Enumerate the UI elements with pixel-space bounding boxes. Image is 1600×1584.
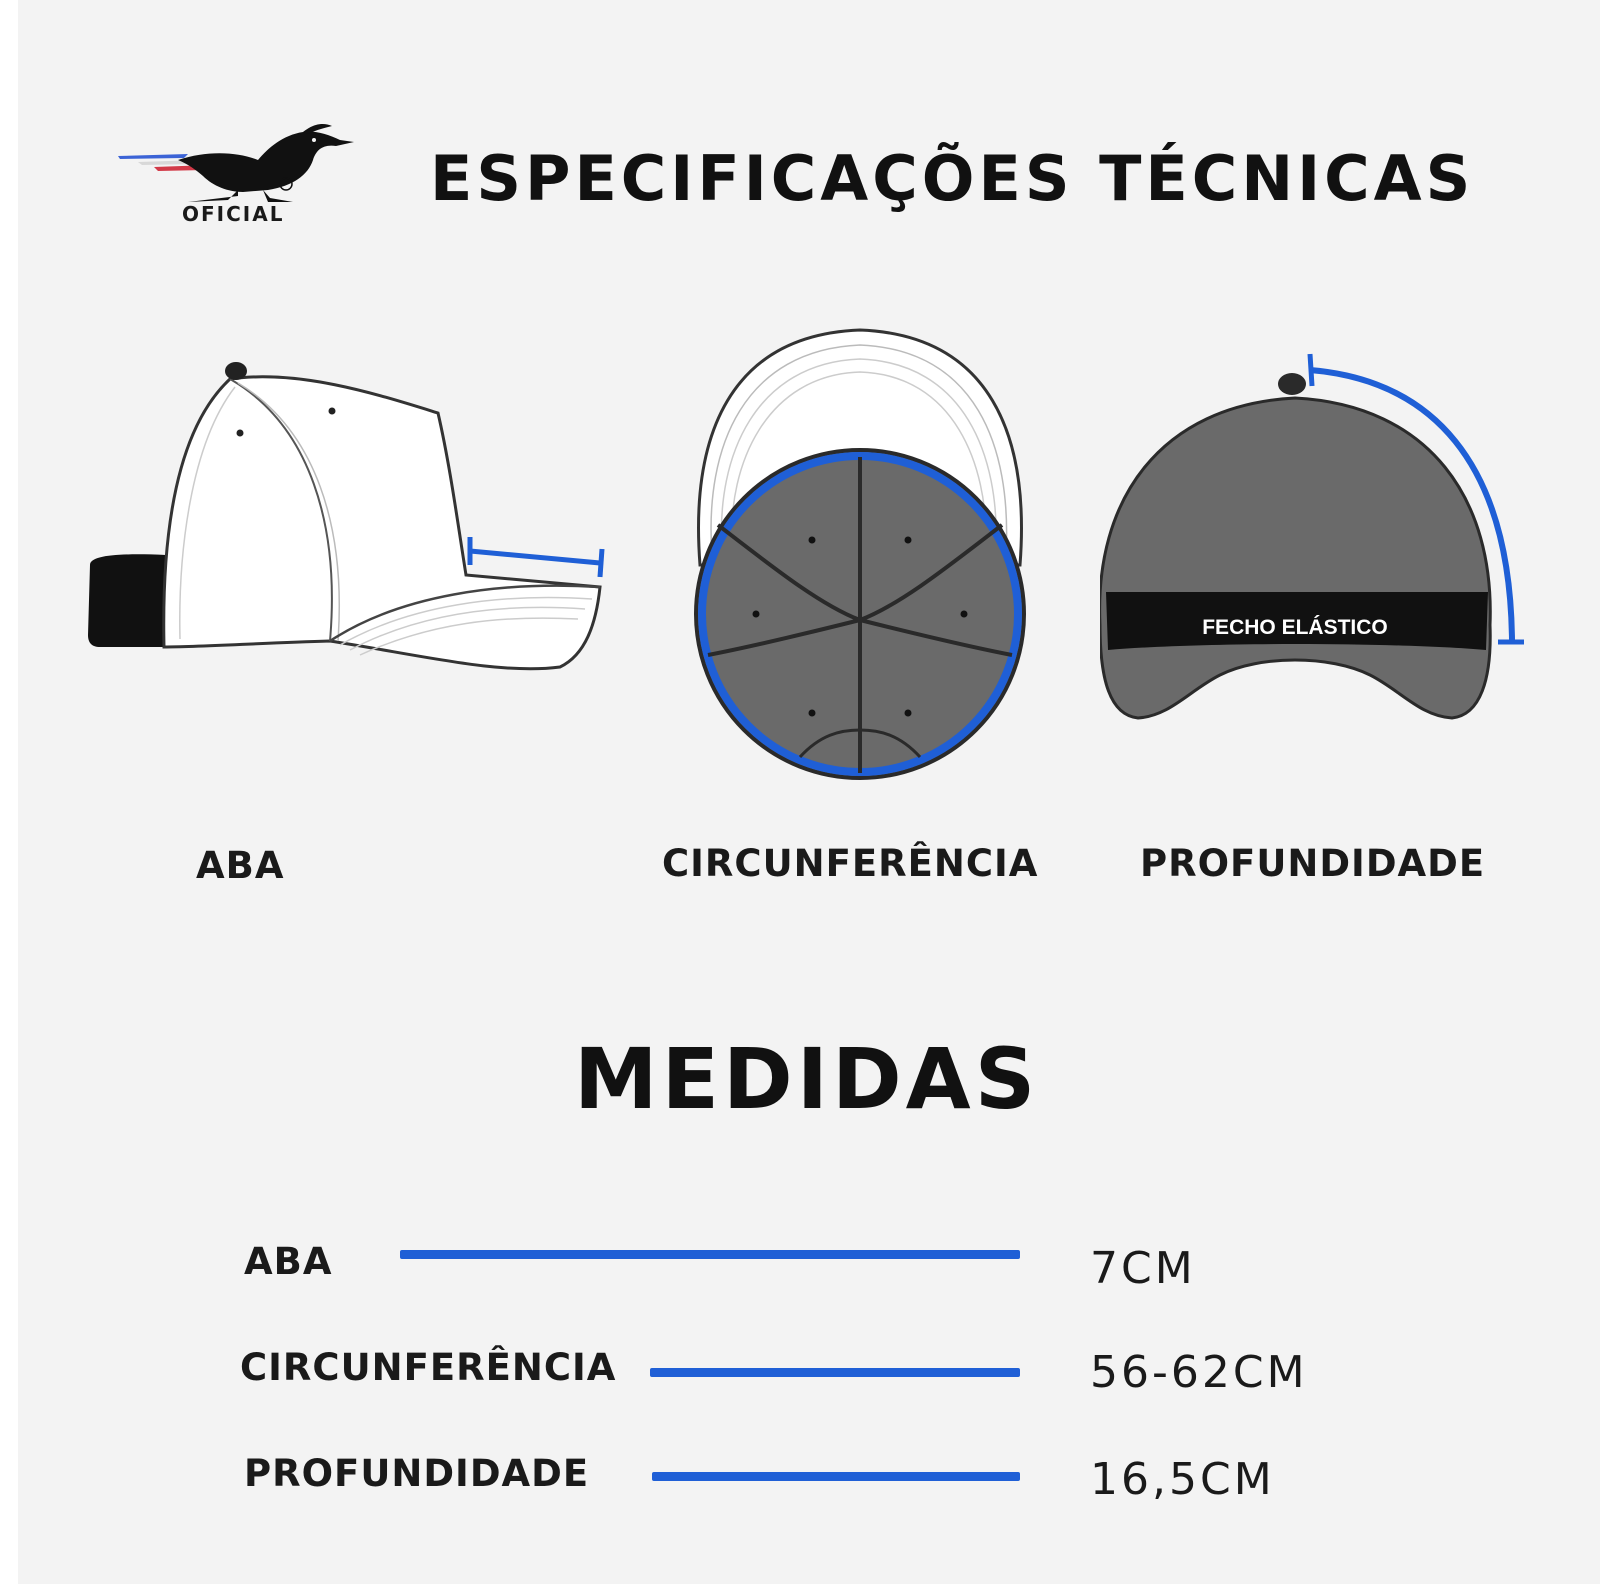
label-circunferencia: CIRCUNFERÊNCIA xyxy=(662,842,1039,885)
measure-label-aba: ABA xyxy=(244,1240,333,1283)
cap-back-view-illustration xyxy=(1100,350,1560,730)
cap-side-view-illustration xyxy=(80,355,620,675)
logo-wordmark: OFICIAL xyxy=(182,202,285,226)
measures-title: MEDIDAS xyxy=(574,1030,1040,1128)
page-title: ESPECIFICAÇÕES TÉCNICAS xyxy=(430,142,1475,215)
measure-line-aba xyxy=(400,1250,1020,1259)
measure-value-circunferencia: 56-62CM xyxy=(1090,1347,1308,1398)
measure-line-circunferencia xyxy=(650,1368,1020,1377)
elastic-band-text: FECHO ELÁSTICO xyxy=(1202,616,1388,639)
left-margin xyxy=(0,0,18,1584)
label-profundidade: PROFUNDIDADE xyxy=(1140,842,1486,885)
measure-label-profundidade: PROFUNDIDADE xyxy=(244,1452,590,1495)
cap-inside-view-illustration xyxy=(690,325,1050,800)
measure-value-profundidade: 16,5CM xyxy=(1090,1454,1275,1505)
measure-label-circunferencia: CIRCUNFERÊNCIA xyxy=(240,1346,617,1389)
measure-value-aba: 7CM xyxy=(1090,1243,1196,1294)
measure-line-profundidade xyxy=(652,1472,1020,1481)
label-aba: ABA xyxy=(196,844,285,887)
